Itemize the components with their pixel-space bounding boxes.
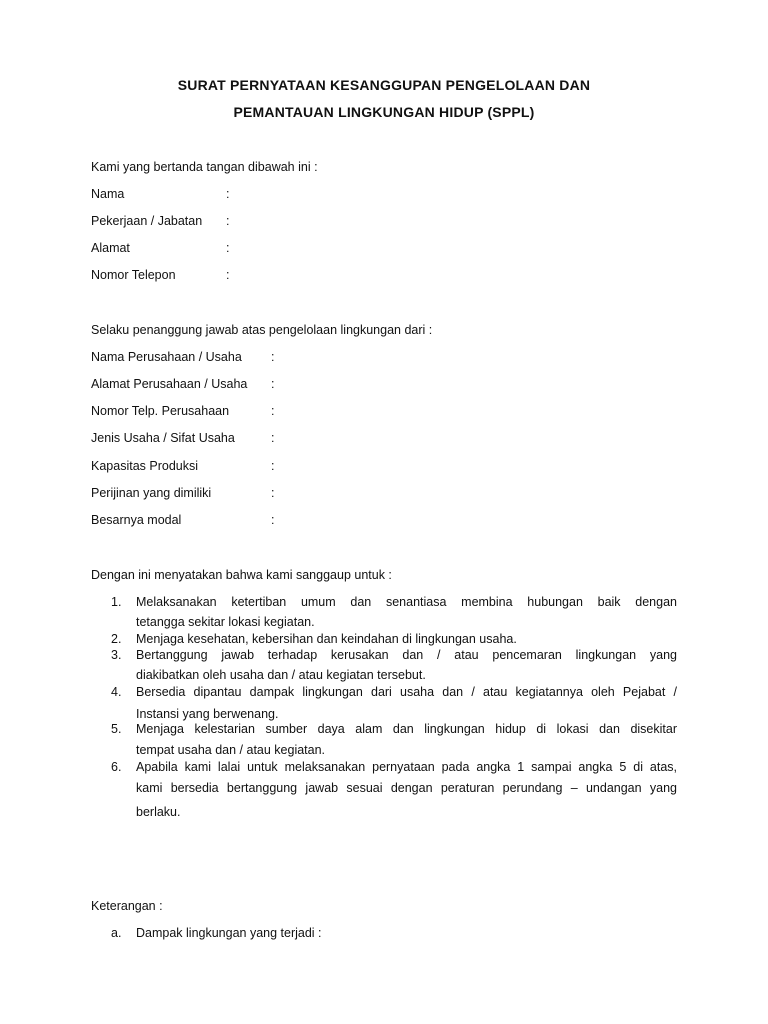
field-colon: : xyxy=(271,486,275,500)
list-item-number: 6. xyxy=(111,760,122,774)
list-item-text: kami bersedia bertanggung jawab sesuai dengan peraturan perundang – undangan yang xyxy=(136,781,677,795)
field-row xyxy=(91,241,130,255)
field-colon: : xyxy=(226,268,230,282)
field-label: Jenis Usaha / Sifat Usaha xyxy=(91,431,235,445)
field-colon: : xyxy=(226,241,230,255)
list-item-text: Menjaga kesehatan, kebersihan dan keindahan di lingkungan usaha. xyxy=(136,632,517,646)
list-item-number: 2. xyxy=(111,632,122,646)
field-label: Alamat Perusahaan / Usaha xyxy=(91,377,248,391)
list-item-number: 3. xyxy=(111,648,122,662)
field-colon: : xyxy=(271,459,275,473)
list-item-text: Bertanggung jawab terhadap kerusakan dan / atau pencemaran lingkungan yang xyxy=(136,648,677,662)
list-item-text: berlaku. xyxy=(136,805,181,819)
field-colon: : xyxy=(271,377,275,391)
field-colon: : xyxy=(271,404,275,418)
field-label: Nomor Telepon xyxy=(91,268,176,282)
field-label: Nama Perusahaan / Usaha xyxy=(91,350,242,364)
field-colon: : xyxy=(271,431,275,445)
field-row xyxy=(91,377,247,391)
list-item-number: 5. xyxy=(111,722,122,736)
list-item-letter: a. xyxy=(111,926,122,940)
list-item-number: 1. xyxy=(111,595,122,609)
field-colon: : xyxy=(226,214,230,228)
field-colon: : xyxy=(271,350,275,364)
field-label: Besarnya modal xyxy=(91,513,182,527)
list-item-text: tempat usaha dan / atau kegiatan. xyxy=(136,743,326,757)
list-item-number: 4. xyxy=(111,685,122,699)
field-label: Nama xyxy=(91,187,125,201)
field-label: Pekerjaan / Jabatan xyxy=(91,214,203,228)
responsible-intro-text: Selaku penanggung jawab atas pengelolaan lingkungan dari : xyxy=(91,323,433,337)
list-item-text: Melaksanakan ketertiban umum dan senantiasa membina hubungan baik dengan xyxy=(136,595,677,609)
list-item-text: Apabila kami lalai untuk melaksanakan pernyataan pada angka 1 sampai angka 5 di atas, xyxy=(136,760,677,774)
field-row xyxy=(91,486,211,500)
field-row xyxy=(91,513,181,527)
field-row xyxy=(91,404,229,418)
document-title-line-2: PEMANTAUAN LINGKUNGAN HIDUP (SPPL) xyxy=(233,104,535,120)
field-row xyxy=(91,350,242,364)
list-item-text: Instansi yang berwenang. xyxy=(136,707,279,721)
field-colon: : xyxy=(226,187,230,201)
field-label: Perijinan yang dimiliki xyxy=(91,486,212,500)
field-label: Nomor Telp. Perusahaan xyxy=(91,404,230,418)
list-item-text: diakibatkan oleh usaha dan / atau kegiatan tersebut. xyxy=(136,668,426,682)
list-item-text: tetangga sekitar lokasi kegiatan. xyxy=(136,615,315,629)
list-item-text: Bersedia dipantau dampak lingkungan dari usaha dan / atau kegiatannya oleh Pejabat / xyxy=(136,685,677,699)
statement-intro-text: Dengan ini menyatakan bahwa kami sanggaup untuk : xyxy=(91,568,392,582)
intro-text: Kami yang bertanda tangan dibawah ini : xyxy=(91,160,318,174)
field-label: Alamat xyxy=(91,241,130,255)
field-row xyxy=(91,187,124,201)
document-title-line-1: SURAT PERNYATAAN KESANGGUPAN PENGELOLAAN DAN xyxy=(177,77,591,93)
field-row xyxy=(91,459,198,473)
field-row xyxy=(91,214,202,228)
field-colon: : xyxy=(271,513,275,527)
field-row xyxy=(91,268,176,282)
list-item-text: Dampak lingkungan yang terjadi : xyxy=(136,926,322,940)
field-label: Kapasitas Produksi xyxy=(91,459,199,473)
field-row xyxy=(91,431,235,445)
notes-heading: Keterangan : xyxy=(91,899,163,913)
list-item-text: Menjaga kelestarian sumber daya alam dan lingkungan hidup di lokasi dan disekitar xyxy=(136,722,677,736)
